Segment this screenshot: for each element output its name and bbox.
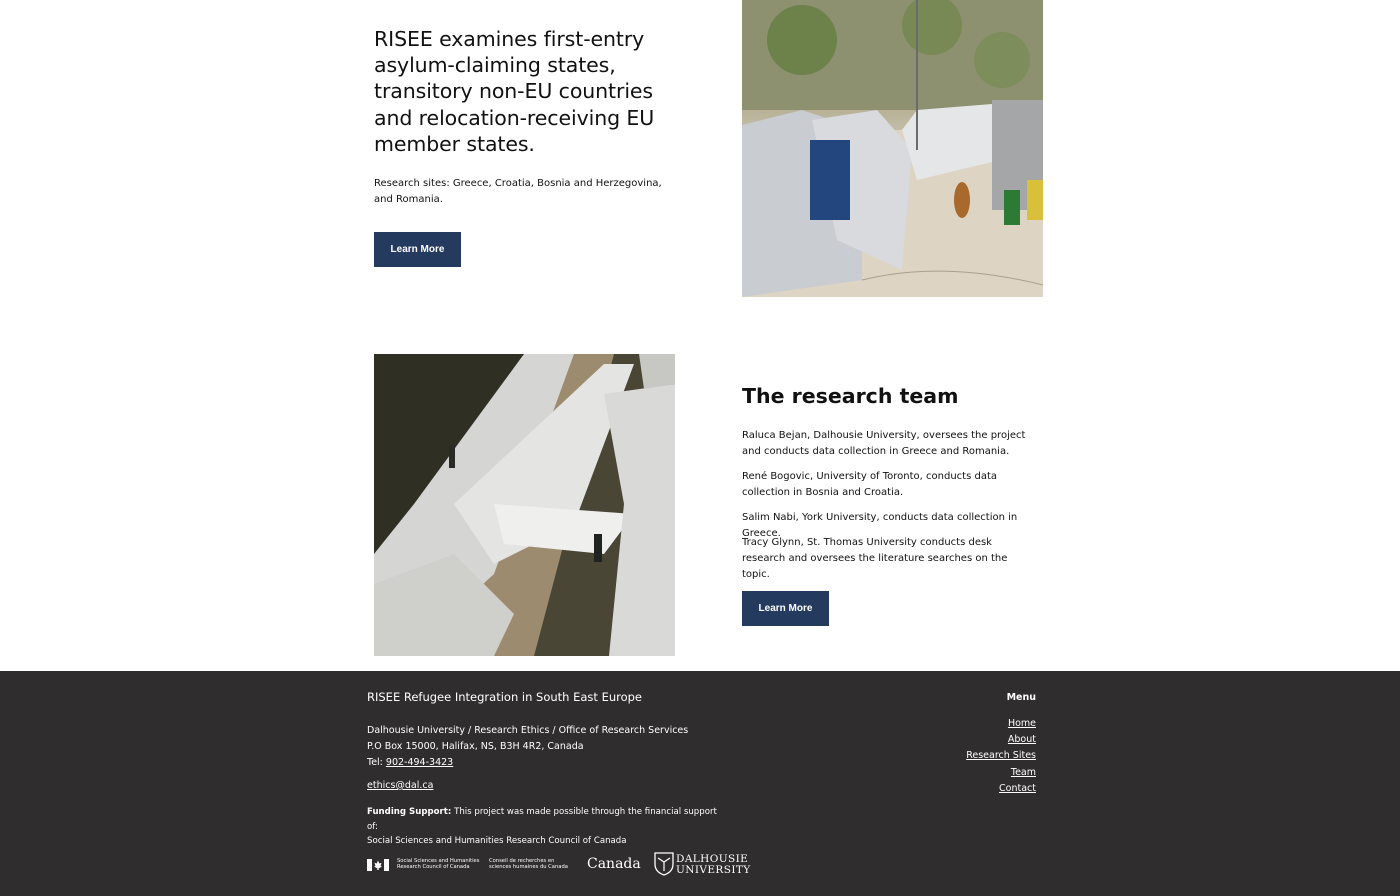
- research-sites-text: Research sites: Greece, Croatia, Bosnia and Herzegovina, and Romania.: [374, 178, 662, 205]
- camp-photo-illustration: [374, 354, 675, 656]
- menu-link-home[interactable]: Home: [1007, 718, 1036, 729]
- footer-menu: [966, 716, 1036, 797]
- dalhousie-line-1: DALHOUSIE: [676, 853, 749, 865]
- team-heading: The research team: [742, 384, 959, 408]
- funding-org: Social Sciences and Humanities Research Council of Canada: [367, 836, 627, 846]
- address-line-1: Dalhousie University / Research Ethics / Office of Research Services: [367, 725, 689, 736]
- footer-menu-title: Menu: [1006, 692, 1036, 703]
- team-member-nabi: Salim Nabi, York University, conducts data collection in Greece.: [742, 512, 1018, 539]
- tel-label: Tel:: [367, 757, 383, 768]
- canada-flag-icon: [367, 859, 389, 871]
- menu-link-research-sites[interactable]: Research Sites: [966, 750, 1036, 762]
- footer-address: [367, 723, 688, 771]
- menu-link-contact[interactable]: Contact: [999, 782, 1036, 794]
- funding-support: [367, 805, 727, 849]
- team-learn-more-button[interactable]: Learn More: [742, 591, 829, 626]
- team-member-bogovic: René Bogovic, University of Toronto, conducts data collection in Bosnia and Croatia.: [742, 471, 997, 498]
- dalhousie-shield-icon: [654, 852, 674, 876]
- camp-photo-tent-rows: [374, 354, 675, 656]
- address-line-2: P.O Box 15000, Halifax, NS, B3H 4R2, Canada: [367, 741, 584, 752]
- dalhousie-wordmark: [676, 854, 751, 876]
- funding-label: Funding Support:: [367, 807, 452, 817]
- footer-site-title: RISEE Refugee Integration in South East Europe: [367, 690, 643, 704]
- sites-learn-more-button[interactable]: Learn More: [374, 232, 461, 267]
- team-member-glynn: Tracy Glynn, St. Thomas University conducts desk research and oversees the literature searches on the topic.: [742, 537, 1008, 580]
- sites-heading: RISEE examines first-entry asylum-claiming states, transitory non-EU countries and relocation-receiving EU member states.: [374, 27, 655, 156]
- camp-photo-tents-wall: [742, 0, 1043, 297]
- menu-link-team[interactable]: Team: [1010, 766, 1036, 778]
- team-member-bejan: Raluca Bejan, Dalhousie University, oversees the project and conducts data collection in Greece and Romania.: [742, 430, 1026, 457]
- dalhousie-line-2: UNIVERSITY: [676, 864, 751, 876]
- sshrc-logo-french: Conseil de recherches en sciences humaines du Canada: [489, 858, 568, 870]
- tel-link[interactable]: 902-494-3423: [385, 757, 454, 768]
- site-footer: [0, 671, 1400, 896]
- canada-wordmark: Canada: [587, 856, 641, 872]
- menu-link-about[interactable]: About: [1007, 734, 1036, 746]
- sshrc-logo-english: Social Sciences and Humanities Research Council of Canada: [397, 858, 480, 870]
- camp-photo-illustration: [742, 0, 1043, 297]
- funding-text: This project was made possible through the financial support of:: [367, 807, 717, 832]
- telephone-row: [367, 755, 688, 771]
- email-link[interactable]: ethics@dal.ca: [367, 780, 434, 791]
